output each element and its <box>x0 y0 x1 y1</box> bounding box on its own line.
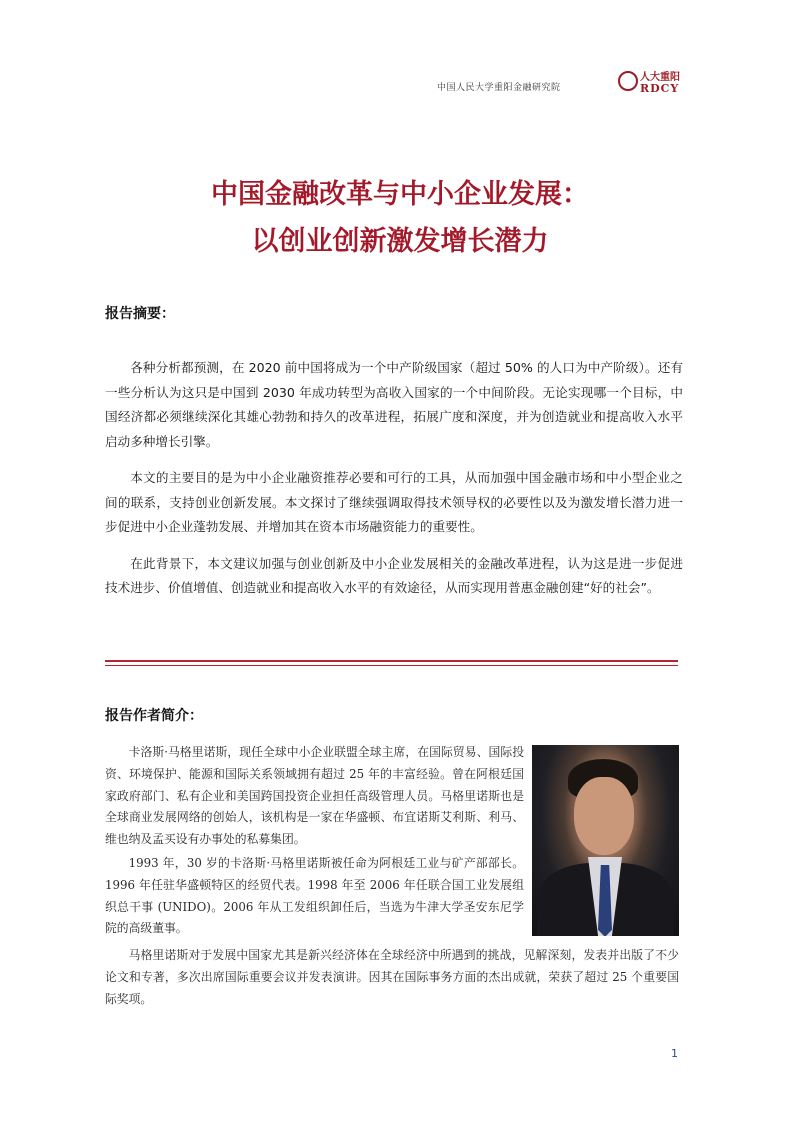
title-line-1: 中国金融改革与中小企业发展： <box>211 179 589 210</box>
page-title <box>0 171 800 265</box>
logo-emblem-icon <box>618 71 638 91</box>
bio-paragraph: 卡洛斯·马格里诺斯，现任全球中小企业联盟全球主席，在国际贸易、国际投资、环境保护、能源和国际关系领域拥有超过 25 年的丰富经验。曾在阿根廷国家政府部门、私有企业和美国跨国投资企业担任高级管理人员。马格里诺斯也是全球商业发展网络的创始人，该机构是一家在华盛顿、布宜诺斯艾利斯、利马、维也纳及孟买设有办事处的私募集团。 <box>105 745 524 847</box>
author-bio-side <box>105 742 524 942</box>
logo-en-text: RDCY <box>640 82 680 95</box>
abstract-paragraph: 本文的主要目的是为中小企业融资推荐必要和可行的工具，从而加强中国金融市场和中小型企业之间的联系，支持创业创新发展。本文探讨了继续强调取得技术领导权的必要性以及为激发增长潜力进一步促进中小企业蓬勃发展、并增加其在资本市场融资能力的重要性。 <box>105 470 683 534</box>
title-line-2: 以创业创新激发增长潜力 <box>251 226 549 257</box>
section-divider <box>105 660 678 662</box>
abstract-body <box>105 356 683 613</box>
author-photo <box>532 745 679 936</box>
rdcy-logo <box>618 68 692 98</box>
author-bio-full <box>105 945 679 1010</box>
header-org-name: 中国人民大学重阳金融研究院 <box>437 83 561 93</box>
author-heading: 报告作者简介： <box>105 708 203 724</box>
page-number: 1 <box>671 1047 678 1060</box>
abstract-paragraph: 在此背景下，本文建议加强与创业创新及中小企业发展相关的金融改革进程，认为这是进一步促进技术进步、价值增值、创造就业和提高收入水平的有效途径，从而实现用普惠金融创建“好的社会”。 <box>105 555 683 595</box>
bio-paragraph: 马格里诺斯对于发展中国家尤其是新兴经济体在全球经济中所遇到的挑战，见解深刻，发表并出版了不少论文和专著，多次出席国际重要会议并发表演讲。因其在国际事务方面的杰出成就，荣获了超过 25 个重要国际奖项。 <box>105 948 679 1006</box>
section-divider-thin <box>105 665 678 666</box>
logo-cn-text: 人大重阳 <box>640 72 680 83</box>
bio-paragraph: 1993 年，30 岁的卡洛斯·马格里诺斯被任命为阿根廷工业与矿产部部长。1996 年任驻华盛顿特区的经贸代表。1998 年至 2006 年任联合国工业发展组织总干事 (UNIDO)。2006 年从工发组织卸任后，当选为牛津大学圣安东尼学院的高级董事。 <box>105 855 524 936</box>
abstract-paragraph: 各种分析都预测，在 2020 前中国将成为一个中产阶级国家（超过 50% 的人口为中产阶级）。还有一些分析认为这只是中国到 2030 年成功转型为高收入国家的一个中间阶段。无论实现哪一个目标，中国经济都必须继续深化其雄心勃勃和持久的改革进程，拓展广度和深度，并为创造就业和提高收入水平启动多种增长引擎。 <box>105 360 683 449</box>
abstract-heading: 报告摘要： <box>105 306 175 322</box>
photo-face <box>574 777 634 855</box>
